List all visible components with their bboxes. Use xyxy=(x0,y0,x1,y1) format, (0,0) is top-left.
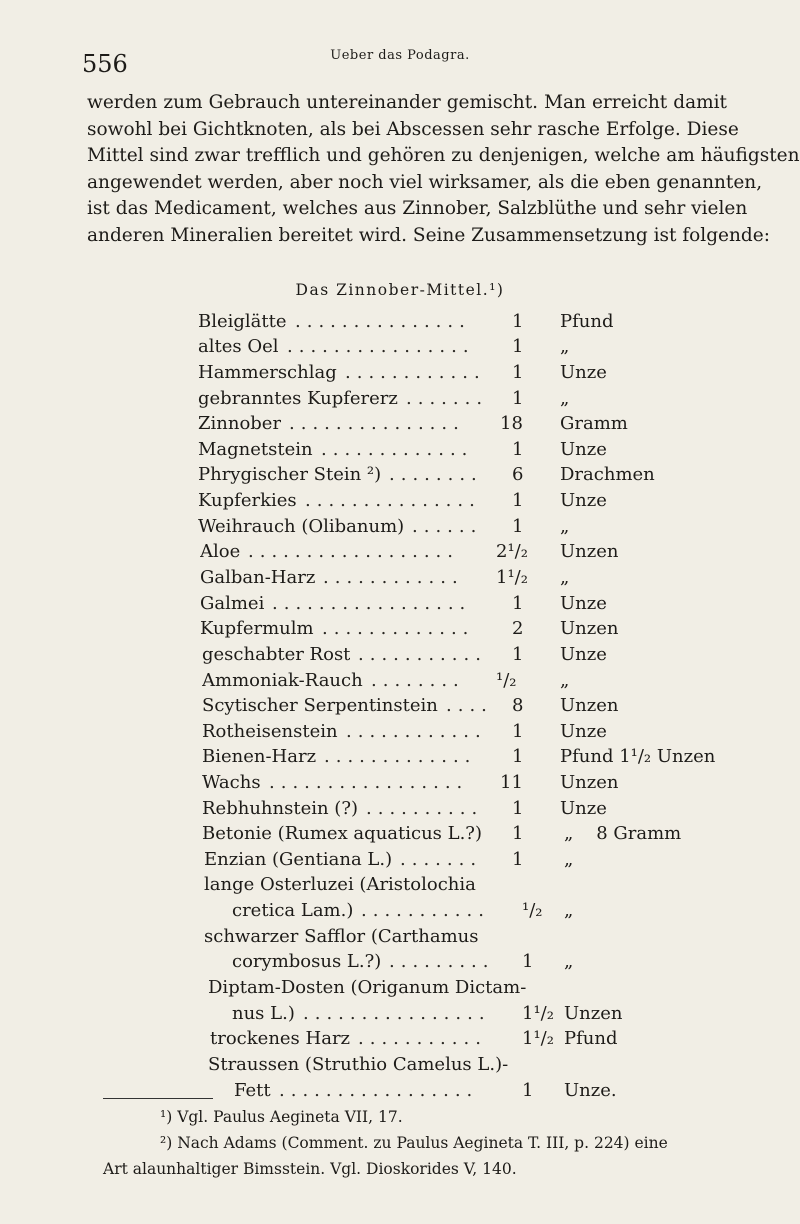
running-title: Ueber das Podagra. xyxy=(330,48,470,63)
ingredient-quantity: 1 xyxy=(512,490,524,511)
dot-leader: ....... xyxy=(400,849,483,870)
ingredient-name: trockenes Harz xyxy=(210,1028,351,1049)
ingredient-unit: Unze xyxy=(560,721,607,742)
ingredient-quantity: 1¹/₂ xyxy=(522,1028,554,1049)
recipe-row xyxy=(0,1080,800,1106)
ingredient-unit: Unze xyxy=(560,798,607,819)
ingredient-name: Betonie (Rumex aquaticus L.?) xyxy=(202,823,482,844)
recipe-row xyxy=(0,413,800,439)
recipe-row xyxy=(0,798,800,824)
ingredient-name: Kupfermulm xyxy=(200,618,314,639)
ingredient-quantity: 1 xyxy=(512,823,524,844)
recipe-row xyxy=(0,874,800,900)
ingredient-name: Enzian (Gentiana L.) xyxy=(204,849,393,870)
ingredient-quantity: 1 xyxy=(512,746,524,767)
paragraph-line: werden zum Gebrauch untereinander gemischt. Man erreicht damit xyxy=(87,92,727,113)
ingredient-unit: Pfund xyxy=(560,311,614,332)
recipe-row xyxy=(0,362,800,388)
ingredient-unit: „ xyxy=(560,670,570,691)
ingredient-quantity: 1¹/₂ xyxy=(522,1003,554,1024)
recipe-row xyxy=(0,336,800,362)
dot-leader: ...... xyxy=(412,516,483,537)
dot-leader: ............. xyxy=(322,618,475,639)
ingredient-unit: „ 8 Gramm xyxy=(564,823,682,844)
ingredient-quantity: 2¹/₂ xyxy=(496,541,528,562)
recipe-row xyxy=(0,567,800,593)
recipe-row xyxy=(0,1003,800,1029)
ingredient-unit: Unze. xyxy=(564,1080,617,1101)
ingredient-unit: Unzen xyxy=(560,772,619,793)
recipe-row xyxy=(0,644,800,670)
ingredient-name: Zinnober xyxy=(198,413,282,434)
ingredient-unit: Drachmen xyxy=(560,464,655,485)
ingredient-unit: Unze xyxy=(560,439,607,460)
dot-leader: ................. xyxy=(269,772,469,793)
ingredient-unit: „ xyxy=(560,567,570,588)
recipe-row xyxy=(0,849,800,875)
ingredient-name: corymbosus L.?) xyxy=(232,951,382,972)
recipe-row xyxy=(0,311,800,337)
recipe-row xyxy=(0,977,800,1003)
ingredient-quantity: 1¹/₂ xyxy=(496,567,528,588)
ingredient-quantity: 1 xyxy=(512,721,524,742)
ingredient-quantity: 1 xyxy=(512,388,524,409)
recipe-row xyxy=(0,490,800,516)
ingredient-quantity: 1 xyxy=(512,439,524,460)
dot-leader: ........ xyxy=(371,670,465,691)
ingredient-name: Phrygischer Stein ²) xyxy=(198,464,382,485)
ingredient-quantity: 6 xyxy=(512,464,524,485)
ingredient-name: Magnetstein xyxy=(198,439,313,460)
dot-leader: ............... xyxy=(295,311,471,332)
recipe-row xyxy=(0,746,800,772)
paragraph-line: angewendet werden, aber noch viel wirksamer, als die eben genannten, xyxy=(87,171,763,193)
ingredient-quantity: 1 xyxy=(522,1080,534,1101)
ingredient-unit: Unze xyxy=(560,644,607,665)
ingredient-name: Rebhuhnstein (?) xyxy=(202,798,358,819)
dot-leader: ........ xyxy=(389,464,483,485)
ingredient-unit: „ xyxy=(564,900,574,921)
ingredient-unit: „ xyxy=(560,336,570,357)
ingredient-unit: „ xyxy=(560,388,570,409)
dot-leader: ........... xyxy=(358,644,487,665)
ingredient-name: Scytischer Serpentinstein xyxy=(202,695,438,716)
ingredient-name: cretica Lam.) xyxy=(232,900,354,921)
ingredient-name: nus L.) xyxy=(232,1003,295,1024)
ingredient-unit: Gramm xyxy=(560,413,628,434)
recipe-row xyxy=(0,951,800,977)
ingredient-unit: „ xyxy=(564,849,574,870)
ingredient-name: Straussen (Struthio Camelus L.)- xyxy=(208,1054,509,1075)
ingredient-name: Hammerschlag xyxy=(198,362,337,383)
ingredient-name: Galban-Harz xyxy=(200,567,316,588)
recipe-row xyxy=(0,721,800,747)
ingredient-quantity: 18 xyxy=(500,413,523,434)
ingredient-unit: Unzen xyxy=(560,541,619,562)
dot-leader: ............. xyxy=(321,439,474,460)
ingredient-name: Weihrauch (Olibanum) xyxy=(198,516,405,537)
ingredient-unit: Pfund xyxy=(564,1028,618,1049)
ingredient-name: Aloe xyxy=(200,541,241,562)
dot-leader: ............... xyxy=(305,490,481,511)
ingredient-quantity: 8 xyxy=(512,695,524,716)
ingredient-name: geschabter Rost xyxy=(202,644,351,665)
ingredient-unit: „ xyxy=(564,951,574,972)
ingredient-name: Rotheisenstein xyxy=(202,721,338,742)
ingredient-quantity: 1 xyxy=(512,516,524,537)
footnote-rule xyxy=(103,1098,213,1099)
ingredient-quantity: 1 xyxy=(512,644,524,665)
dot-leader: ................. xyxy=(279,1080,479,1101)
dot-leader: .................. xyxy=(248,541,459,562)
page-number: 556 xyxy=(82,50,128,78)
ingredient-name: Bienen-Harz xyxy=(202,746,317,767)
dot-leader: ....... xyxy=(406,388,489,409)
dot-leader: ............. xyxy=(324,746,477,767)
ingredient-unit: Unze xyxy=(560,490,607,511)
dot-leader: ............... xyxy=(289,413,465,434)
dot-leader: ........... xyxy=(361,900,490,921)
recipe-row xyxy=(0,388,800,414)
dot-leader: ............ xyxy=(346,721,487,742)
paragraph-line: Mittel sind zwar trefflich und gehören zu denjenigen, welche am häufigsten xyxy=(87,145,800,166)
ingredient-quantity: 1 xyxy=(512,311,524,332)
ingredient-name: Galmei xyxy=(200,593,265,614)
ingredient-name: schwarzer Safflor (Carthamus xyxy=(204,926,479,947)
dot-leader: .... xyxy=(446,695,493,716)
recipe-row xyxy=(0,772,800,798)
ingredient-unit: „ xyxy=(560,516,570,537)
ingredient-quantity: ¹/₂ xyxy=(496,670,517,691)
recipe-row xyxy=(0,464,800,490)
recipe-row xyxy=(0,593,800,619)
ingredient-name: lange Osterluzei (Aristolochia xyxy=(204,874,476,895)
paragraph-line: anderen Mineralien bereitet wird. Seine Zusammensetzung ist folgende: xyxy=(87,224,770,246)
dot-leader: ................ xyxy=(303,1003,491,1024)
recipe-row xyxy=(0,439,800,465)
ingredient-name: Bleiglätte xyxy=(198,311,287,332)
ingredient-quantity: 2 xyxy=(512,618,524,639)
ingredient-quantity: 1 xyxy=(512,362,524,383)
section-title: Das Zinnober-Mittel.¹) xyxy=(295,281,505,299)
footnote-1: ¹) Vgl. Paulus Aegineta VII, 17. xyxy=(160,1108,403,1126)
footnote-2-continued: Art alaunhaltiger Bimsstein. Vgl. Dioskorides V, 140. xyxy=(103,1160,517,1178)
recipe-row xyxy=(0,618,800,644)
dot-leader: .......... xyxy=(366,798,484,819)
recipe-row xyxy=(0,900,800,926)
recipe-row xyxy=(0,695,800,721)
ingredient-unit: Unzen xyxy=(560,618,619,639)
dot-leader: ......... xyxy=(389,951,495,972)
paragraph-line: sowohl bei Gichtknoten, als bei Abscessen sehr rasche Erfolge. Diese xyxy=(87,118,739,140)
ingredient-quantity: 1 xyxy=(512,593,524,614)
footnote-2: ²) Nach Adams (Comment. zu Paulus Aegineta T. III, p. 224) eine xyxy=(160,1134,668,1152)
ingredient-unit: Unzen xyxy=(564,1003,623,1024)
dot-leader: ................ xyxy=(287,336,475,357)
recipe-row xyxy=(0,1054,800,1080)
ingredient-unit: Pfund 1¹/₂ Unzen xyxy=(560,746,716,767)
ingredient-quantity: 1 xyxy=(512,336,524,357)
ingredient-unit: Unzen xyxy=(560,695,619,716)
ingredient-quantity: 11 xyxy=(500,772,523,793)
ingredient-quantity: 1 xyxy=(512,849,524,870)
recipe-row xyxy=(0,926,800,952)
recipe-row xyxy=(0,541,800,567)
body-paragraph xyxy=(87,90,800,249)
ingredient-quantity: 1 xyxy=(522,951,534,972)
recipe-row xyxy=(0,670,800,696)
ingredient-name: Diptam-Dosten (Origanum Dictam- xyxy=(208,977,527,998)
ingredient-name: altes Oel xyxy=(198,336,279,357)
ingredient-unit: Unze xyxy=(560,362,607,383)
ingredient-name: Kupferkies xyxy=(198,490,297,511)
ingredient-name: Fett xyxy=(234,1080,271,1101)
ingredient-unit: Unze xyxy=(560,593,607,614)
dot-leader: ............ xyxy=(323,567,464,588)
ingredient-quantity: 1 xyxy=(512,798,524,819)
ingredient-name: Wachs xyxy=(202,772,261,793)
dot-leader: ................. xyxy=(272,593,472,614)
recipe-row xyxy=(0,823,800,849)
dot-leader: ............ xyxy=(345,362,486,383)
dot-leader: ........... xyxy=(358,1028,487,1049)
ingredient-name: gebranntes Kupfererz xyxy=(198,388,398,409)
ingredient-name: Ammoniak-Rauch xyxy=(202,670,363,691)
recipe-row xyxy=(0,1028,800,1054)
paragraph-line: ist das Medicament, welches aus Zinnober, Salzblüthe und sehr vielen xyxy=(87,198,748,219)
recipe-row xyxy=(0,516,800,542)
ingredient-quantity: ¹/₂ xyxy=(522,900,543,921)
